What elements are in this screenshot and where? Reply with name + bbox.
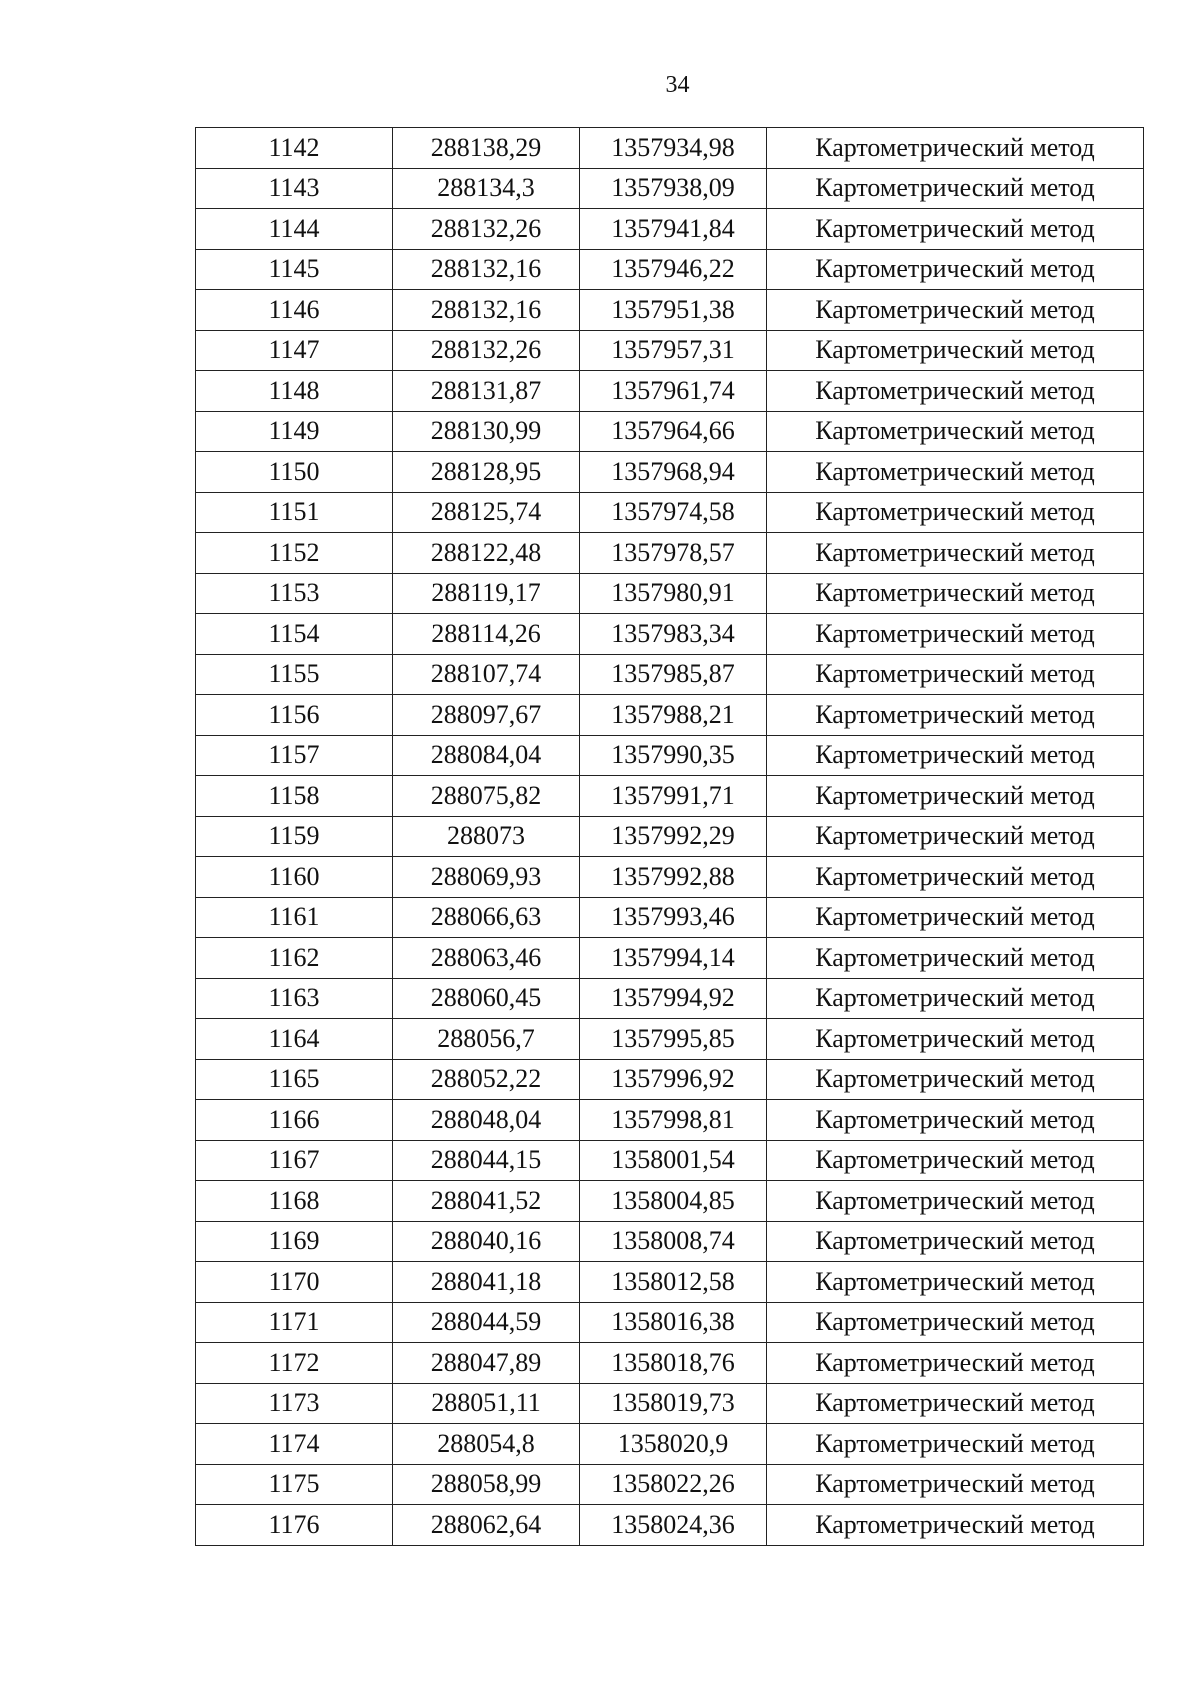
- point-number-cell: 1164: [196, 1019, 393, 1060]
- method-cell: Картометрический метод: [767, 1019, 1144, 1060]
- y-coordinate-cell: 1357938,09: [580, 168, 767, 209]
- x-coordinate-cell: 288044,59: [393, 1302, 580, 1343]
- table-row: [196, 330, 1144, 371]
- point-number-cell: 1166: [196, 1100, 393, 1141]
- x-coordinate-cell: 288097,67: [393, 695, 580, 736]
- x-coordinate-cell: 288119,17: [393, 573, 580, 614]
- point-number-cell: 1169: [196, 1221, 393, 1262]
- point-number-cell: 1153: [196, 573, 393, 614]
- method-cell: Картометрический метод: [767, 168, 1144, 209]
- x-coordinate-cell: 288044,15: [393, 1140, 580, 1181]
- x-coordinate-cell: 288040,16: [393, 1221, 580, 1262]
- y-coordinate-cell: 1357968,94: [580, 452, 767, 493]
- table-row: [196, 209, 1144, 250]
- y-coordinate-cell: 1357983,34: [580, 614, 767, 655]
- point-number-cell: 1152: [196, 533, 393, 574]
- x-coordinate-cell: 288058,99: [393, 1464, 580, 1505]
- y-coordinate-cell: 1358008,74: [580, 1221, 767, 1262]
- point-number-cell: 1174: [196, 1424, 393, 1465]
- y-coordinate-cell: 1357951,38: [580, 290, 767, 331]
- table-row: [196, 1262, 1144, 1303]
- method-cell: Картометрический метод: [767, 330, 1144, 371]
- method-cell: Картометрический метод: [767, 1221, 1144, 1262]
- method-cell: Картометрический метод: [767, 1302, 1144, 1343]
- method-cell: Картометрический метод: [767, 897, 1144, 938]
- y-coordinate-cell: 1358024,36: [580, 1505, 767, 1546]
- point-number-cell: 1143: [196, 168, 393, 209]
- method-cell: Картометрический метод: [767, 1383, 1144, 1424]
- y-coordinate-cell: 1357995,85: [580, 1019, 767, 1060]
- x-coordinate-cell: 288130,99: [393, 411, 580, 452]
- table-row: [196, 1464, 1144, 1505]
- y-coordinate-cell: 1357946,22: [580, 249, 767, 290]
- x-coordinate-cell: 288047,89: [393, 1343, 580, 1384]
- x-coordinate-cell: 288051,11: [393, 1383, 580, 1424]
- y-coordinate-cell: 1357990,35: [580, 735, 767, 776]
- method-cell: Картометрический метод: [767, 654, 1144, 695]
- table-row: [196, 1383, 1144, 1424]
- table-row: [196, 857, 1144, 898]
- point-number-cell: 1172: [196, 1343, 393, 1384]
- point-number-cell: 1170: [196, 1262, 393, 1303]
- y-coordinate-cell: 1357992,29: [580, 816, 767, 857]
- method-cell: Картометрический метод: [767, 452, 1144, 493]
- y-coordinate-cell: 1358004,85: [580, 1181, 767, 1222]
- point-number-cell: 1147: [196, 330, 393, 371]
- table-row: [196, 452, 1144, 493]
- y-coordinate-cell: 1357998,81: [580, 1100, 767, 1141]
- method-cell: Картометрический метод: [767, 1181, 1144, 1222]
- table-row: [196, 614, 1144, 655]
- table-row: [196, 1140, 1144, 1181]
- y-coordinate-cell: 1357941,84: [580, 209, 767, 250]
- y-coordinate-cell: 1357964,66: [580, 411, 767, 452]
- point-number-cell: 1158: [196, 776, 393, 817]
- y-coordinate-cell: 1357957,31: [580, 330, 767, 371]
- method-cell: Картометрический метод: [767, 533, 1144, 574]
- table-row: [196, 695, 1144, 736]
- table-row: [196, 1100, 1144, 1141]
- table-row: [196, 1221, 1144, 1262]
- point-number-cell: 1168: [196, 1181, 393, 1222]
- point-number-cell: 1154: [196, 614, 393, 655]
- y-coordinate-cell: 1358019,73: [580, 1383, 767, 1424]
- x-coordinate-cell: 288041,18: [393, 1262, 580, 1303]
- table-row: [196, 1302, 1144, 1343]
- point-number-cell: 1163: [196, 978, 393, 1019]
- table-row: [196, 938, 1144, 979]
- table-row: [196, 1505, 1144, 1546]
- table-row: [196, 816, 1144, 857]
- x-coordinate-cell: 288138,29: [393, 128, 580, 169]
- table-row: [196, 371, 1144, 412]
- method-cell: Картометрический метод: [767, 249, 1144, 290]
- x-coordinate-cell: 288114,26: [393, 614, 580, 655]
- point-number-cell: 1142: [196, 128, 393, 169]
- method-cell: Картометрический метод: [767, 1140, 1144, 1181]
- method-cell: Картометрический метод: [767, 411, 1144, 452]
- y-coordinate-cell: 1357992,88: [580, 857, 767, 898]
- y-coordinate-cell: 1358016,38: [580, 1302, 767, 1343]
- y-coordinate-cell: 1357988,21: [580, 695, 767, 736]
- y-coordinate-cell: 1358022,26: [580, 1464, 767, 1505]
- y-coordinate-cell: 1357991,71: [580, 776, 767, 817]
- method-cell: Картометрический метод: [767, 1343, 1144, 1384]
- method-cell: Картометрический метод: [767, 614, 1144, 655]
- method-cell: Картометрический метод: [767, 857, 1144, 898]
- point-number-cell: 1156: [196, 695, 393, 736]
- x-coordinate-cell: 288132,16: [393, 290, 580, 331]
- table-row: [196, 1343, 1144, 1384]
- x-coordinate-cell: 288069,93: [393, 857, 580, 898]
- table-row: [196, 411, 1144, 452]
- method-cell: Картометрический метод: [767, 978, 1144, 1019]
- method-cell: Картометрический метод: [767, 938, 1144, 979]
- table-body: [196, 128, 1144, 1546]
- point-number-cell: 1150: [196, 452, 393, 493]
- point-number-cell: 1161: [196, 897, 393, 938]
- point-number-cell: 1159: [196, 816, 393, 857]
- x-coordinate-cell: 288107,74: [393, 654, 580, 695]
- y-coordinate-cell: 1358018,76: [580, 1343, 767, 1384]
- point-number-cell: 1162: [196, 938, 393, 979]
- point-number-cell: 1157: [196, 735, 393, 776]
- method-cell: Картометрический метод: [767, 695, 1144, 736]
- table-row: [196, 897, 1144, 938]
- method-cell: Картометрический метод: [767, 776, 1144, 817]
- y-coordinate-cell: 1357978,57: [580, 533, 767, 574]
- table-row: [196, 290, 1144, 331]
- y-coordinate-cell: 1358020,9: [580, 1424, 767, 1465]
- point-number-cell: 1176: [196, 1505, 393, 1546]
- x-coordinate-cell: 288075,82: [393, 776, 580, 817]
- y-coordinate-cell: 1357985,87: [580, 654, 767, 695]
- x-coordinate-cell: 288056,7: [393, 1019, 580, 1060]
- table-row: [196, 249, 1144, 290]
- table-row: [196, 654, 1144, 695]
- point-number-cell: 1160: [196, 857, 393, 898]
- table-row: [196, 168, 1144, 209]
- point-number-cell: 1165: [196, 1059, 393, 1100]
- x-coordinate-cell: 288125,74: [393, 492, 580, 533]
- x-coordinate-cell: 288128,95: [393, 452, 580, 493]
- method-cell: Картометрический метод: [767, 1100, 1144, 1141]
- table-row: [196, 573, 1144, 614]
- point-number-cell: 1151: [196, 492, 393, 533]
- x-coordinate-cell: 288041,52: [393, 1181, 580, 1222]
- table-row: [196, 978, 1144, 1019]
- x-coordinate-cell: 288062,64: [393, 1505, 580, 1546]
- y-coordinate-cell: 1357994,14: [580, 938, 767, 979]
- method-cell: Картометрический метод: [767, 735, 1144, 776]
- x-coordinate-cell: 288052,22: [393, 1059, 580, 1100]
- page-number: 34: [665, 72, 690, 98]
- method-cell: Картометрический метод: [767, 1424, 1144, 1465]
- x-coordinate-cell: 288066,63: [393, 897, 580, 938]
- method-cell: Картометрический метод: [767, 128, 1144, 169]
- point-number-cell: 1175: [196, 1464, 393, 1505]
- y-coordinate-cell: 1357996,92: [580, 1059, 767, 1100]
- x-coordinate-cell: 288084,04: [393, 735, 580, 776]
- method-cell: Картометрический метод: [767, 209, 1144, 250]
- table-row: [196, 128, 1144, 169]
- x-coordinate-cell: 288060,45: [393, 978, 580, 1019]
- x-coordinate-cell: 288134,3: [393, 168, 580, 209]
- point-number-cell: 1173: [196, 1383, 393, 1424]
- table-row: [196, 1019, 1144, 1060]
- point-number-cell: 1171: [196, 1302, 393, 1343]
- x-coordinate-cell: 288048,04: [393, 1100, 580, 1141]
- y-coordinate-cell: 1358001,54: [580, 1140, 767, 1181]
- x-coordinate-cell: 288122,48: [393, 533, 580, 574]
- point-number-cell: 1149: [196, 411, 393, 452]
- y-coordinate-cell: 1357980,91: [580, 573, 767, 614]
- table-row: [196, 735, 1144, 776]
- method-cell: Картометрический метод: [767, 290, 1144, 331]
- point-number-cell: 1145: [196, 249, 393, 290]
- table-row: [196, 1181, 1144, 1222]
- x-coordinate-cell: 288132,26: [393, 330, 580, 371]
- point-number-cell: 1144: [196, 209, 393, 250]
- y-coordinate-cell: 1357993,46: [580, 897, 767, 938]
- method-cell: Картометрический метод: [767, 1464, 1144, 1505]
- table-row: [196, 1059, 1144, 1100]
- y-coordinate-cell: 1357934,98: [580, 128, 767, 169]
- method-cell: Картометрический метод: [767, 1059, 1144, 1100]
- y-coordinate-cell: 1357994,92: [580, 978, 767, 1019]
- table-row: [196, 1424, 1144, 1465]
- x-coordinate-cell: 288073: [393, 816, 580, 857]
- method-cell: Картометрический метод: [767, 573, 1144, 614]
- coordinates-table: [195, 127, 1144, 1546]
- x-coordinate-cell: 288132,26: [393, 209, 580, 250]
- y-coordinate-cell: 1357961,74: [580, 371, 767, 412]
- method-cell: Картометрический метод: [767, 371, 1144, 412]
- point-number-cell: 1148: [196, 371, 393, 412]
- method-cell: Картометрический метод: [767, 492, 1144, 533]
- table-row: [196, 492, 1144, 533]
- x-coordinate-cell: 288132,16: [393, 249, 580, 290]
- x-coordinate-cell: 288054,8: [393, 1424, 580, 1465]
- y-coordinate-cell: 1357974,58: [580, 492, 767, 533]
- point-number-cell: 1155: [196, 654, 393, 695]
- point-number-cell: 1167: [196, 1140, 393, 1181]
- method-cell: Картометрический метод: [767, 1262, 1144, 1303]
- x-coordinate-cell: 288131,87: [393, 371, 580, 412]
- method-cell: Картометрический метод: [767, 816, 1144, 857]
- method-cell: Картометрический метод: [767, 1505, 1144, 1546]
- table-row: [196, 533, 1144, 574]
- y-coordinate-cell: 1358012,58: [580, 1262, 767, 1303]
- x-coordinate-cell: 288063,46: [393, 938, 580, 979]
- point-number-cell: 1146: [196, 290, 393, 331]
- table-row: [196, 776, 1144, 817]
